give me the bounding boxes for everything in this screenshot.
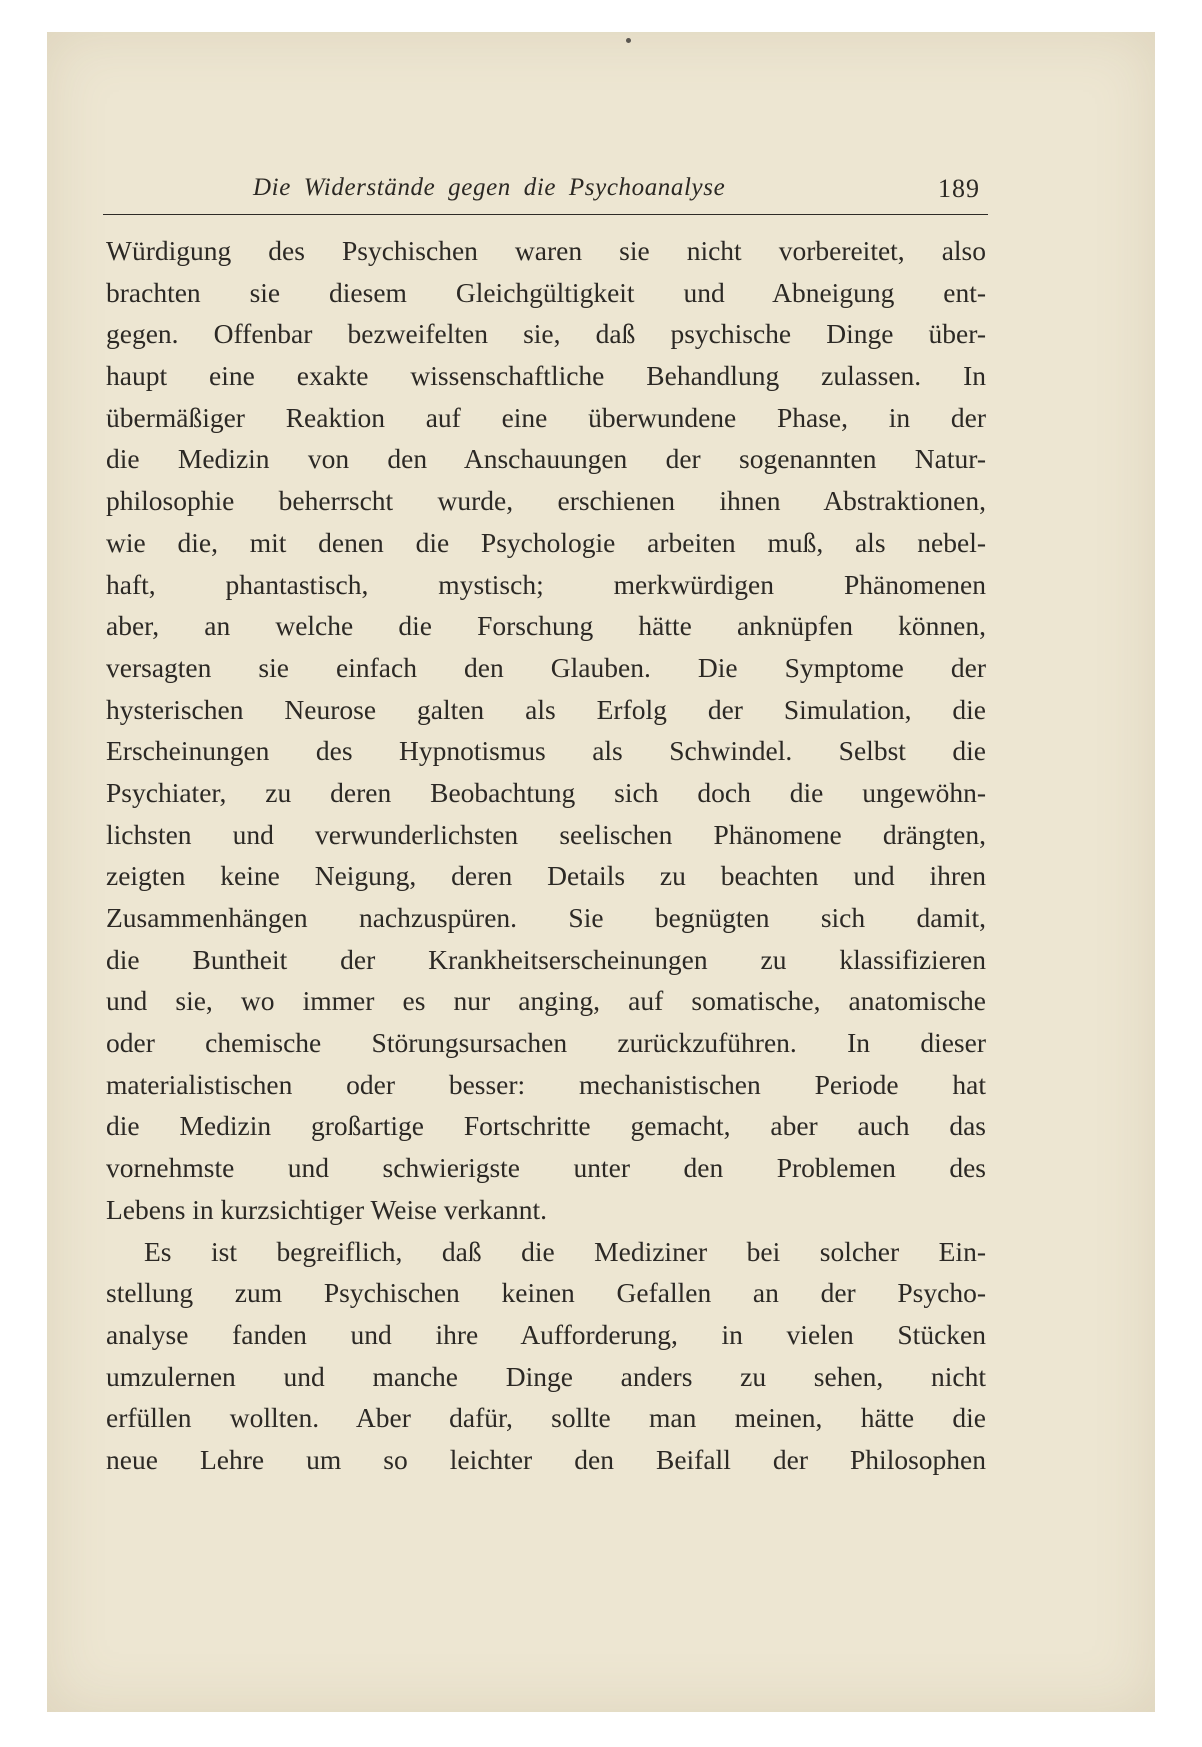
text-line: vornehmste und schwierigste unter den Problemen des <box>106 1152 986 1184</box>
text-line: lichsten und verwunderlichsten seelischen Phänomene drängten, <box>106 818 986 850</box>
paragraph-start-line: Es ist begreiflich, daß die Mediziner bei solcher Ein- <box>144 1235 986 1267</box>
text-line: hysterischen Neurose galten als Erfolg der Simulation, die <box>106 693 986 725</box>
text-line: die Buntheit der Krankheitserscheinungen zu klassifizieren <box>106 943 986 975</box>
page-header <box>103 174 988 215</box>
text-line: Psychiater, zu deren Beobachtung sich doch die ungewöhn- <box>106 776 986 808</box>
text-line: übermäßiger Reaktion auf eine überwundene Phase, in der <box>106 401 986 433</box>
text-line: die Medizin von den Anschauungen der sogenannten Natur- <box>106 443 986 475</box>
paragraph-end-line: Lebens in kurzsichtiger Weise verkannt. <box>106 1193 547 1225</box>
text-line: wie die, mit denen die Psychologie arbeiten muß, als nebel- <box>106 526 986 558</box>
text-line: umzulernen und manche Dinge anders zu sehen, nicht <box>106 1360 986 1392</box>
scan-speck <box>626 38 631 43</box>
running-title: Die Widerstände gegen die Psychoanalyse <box>253 174 726 201</box>
text-line: haupt eine exakte wissenschaftliche Behandlung zulassen. In <box>106 360 986 392</box>
text-line: haft, phantastisch, mystisch; merkwürdigen Phänomenen <box>106 568 986 600</box>
text-line: Würdigung des Psychischen waren sie nicht vorbereitet, also <box>106 235 986 266</box>
text-line: neue Lehre um so leichter den Beifall der Philosophen <box>106 1443 986 1475</box>
text-line: versagten sie einfach den Glauben. Die Symptome der <box>106 651 986 683</box>
text-line: erfüllen wollten. Aber dafür, sollte man meinen, hätte die <box>106 1402 986 1434</box>
text-line: und sie, wo immer es nur anging, auf somatische, anatomische <box>106 985 986 1017</box>
text-line: materialistischen oder besser: mechanistischen Periode hat <box>106 1068 986 1100</box>
text-line: philosophie beherrscht wurde, erschienen ihnen Abstraktionen, <box>106 485 986 517</box>
text-line: zeigten keine Neigung, deren Details zu beachten und ihren <box>106 860 986 892</box>
text-line: aber, an welche die Forschung hätte anknüpfen können, <box>106 610 986 642</box>
text-line: die Medizin großartige Fortschritte gemacht, aber auch das <box>106 1110 986 1142</box>
text-line: oder chemische Störungsursachen zurückzuführen. In dieser <box>106 1027 986 1059</box>
text-line: gegen. Offenbar bezweifelten sie, daß psychische Dinge über- <box>106 318 986 350</box>
body-text <box>106 230 986 1481</box>
text-line: brachten sie diesem Gleichgültigkeit und Abneigung ent- <box>106 276 986 308</box>
text-line: analyse fanden und ihre Aufforderung, in vielen Stücken <box>106 1318 986 1350</box>
text-line: Zusammenhängen nachzuspüren. Sie begnügten sich damit, <box>106 902 986 933</box>
page-number: 189 <box>938 174 980 203</box>
text-line: Erscheinungen des Hypnotismus als Schwindel. Selbst die <box>106 735 986 767</box>
text-line: stellung zum Psychischen keinen Gefallen an der Psycho- <box>106 1277 986 1309</box>
